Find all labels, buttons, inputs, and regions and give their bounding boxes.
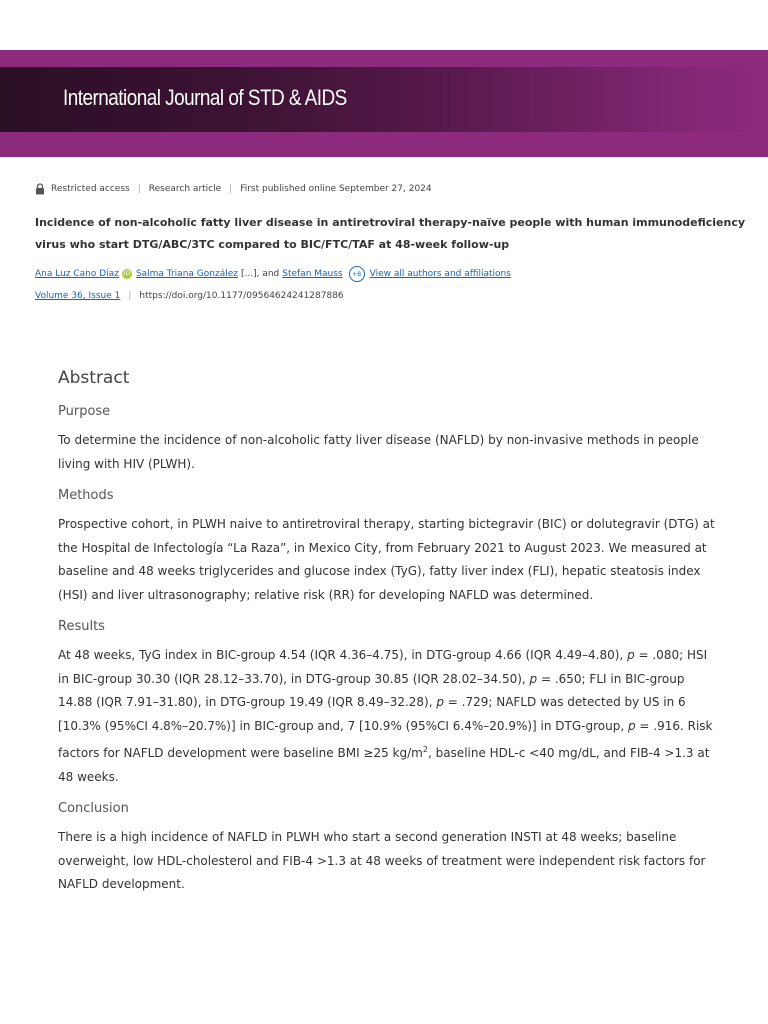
purpose-heading: Purpose — [58, 404, 111, 419]
journal-banner-inner — [0, 67, 768, 132]
p-value-letter: p — [627, 648, 635, 662]
author-link[interactable]: Stefan Mauss — [282, 269, 343, 279]
superscript: 2 — [422, 745, 428, 754]
access-status: Restricted access — [51, 184, 130, 194]
orcid-icon[interactable]: iD — [123, 270, 131, 277]
results-part: = .650; FLI in BIC-group 14.88 (IQR 7.91–31.80), in DTG-group 19.49 (IQR 8.49–32.28), — [58, 671, 685, 709]
authors-ellipsis[interactable]: [...] — [240, 269, 257, 279]
authors-and: , and — [256, 269, 280, 279]
conclusion-heading: Conclusion — [58, 801, 129, 816]
volume-row — [35, 291, 344, 301]
article-title: Incidence of non-alcoholic fatty liver disease in antiretroviral therapy-naïve people with human immunodeficiency virus who start DTG/ABC/3TC compared to BIC/FTC/TAF at 48-week follow-up — [35, 216, 746, 251]
p-value-letter: p — [436, 695, 444, 709]
article-meta — [35, 183, 432, 195]
abstract-section — [58, 368, 718, 909]
methods-heading: Methods — [58, 488, 114, 503]
article-type: Research article — [148, 184, 222, 194]
author-link[interactable]: Ana Luz Cano Díaz — [35, 269, 119, 279]
methods-text: Prospective cohort, in PLWH naive to antiretroviral therapy, starting bictegravir (BIC) or dolutegravir (DTG) at the Hospital de Infectología “La Raza”, in Mexico City, from February 2021 to August 2023. We measured at baseline and 48 weeks triglycerides and glucose index (TyG), fatty liver index (FLI), hepatic steatosis index (HSI) and liver ultrasonography; relative risk (RR) for developing NAFLD was determined. — [58, 517, 715, 602]
journal-title[interactable]: International Journal of STD & AIDS — [63, 85, 347, 110]
results-part: At 48 weeks, TyG index in BIC-group 4.54 (IQR 4.36–4.75), in DTG-group 4.66 (IQR 4.49–4.80), — [58, 648, 628, 662]
results-part: = .080; HSI in BIC-group 30.30 (IQR 28.12–33.70), in DTG-group 30.85 (IQR 28.02–34.50), — [58, 648, 708, 686]
doi-text[interactable]: https://doi.org/10.1177/09564624241287886 — [139, 291, 344, 301]
separator: | — [229, 184, 233, 194]
published-date: First published online September 27, 2024 — [240, 184, 432, 194]
lock-icon — [35, 183, 45, 195]
results-part: , baseline HDL-c <40 mg/dL, and FIB-4 >1.3 at 48 weeks. — [58, 746, 710, 784]
results-part: = .729; NAFLD was detected by US in 6 [10.3% (95%CI 4.8%–20.7%)] in BIC-group and, 7 [10.9% (95%CI 6.4%–20.9%)] in DTG-group, — [58, 695, 686, 733]
separator: | — [137, 184, 141, 194]
conclusion-text: There is a high incidence of NAFLD in PLWH who start a second generation INSTI at 48 weeks; baseline overweight, low HDL-cholesterol and FIB-4 >1.3 at 48 weeks of treatment were independent risk factors for NAFLD development. — [58, 830, 706, 891]
separator: | — [128, 291, 132, 301]
results-heading: Results — [58, 619, 105, 634]
abstract-heading: Abstract — [58, 368, 130, 388]
journal-banner — [0, 50, 768, 157]
p-value-letter: p — [529, 671, 538, 686]
author-link[interactable]: Salma Triana González — [135, 269, 238, 279]
p-value-letter: p — [627, 718, 636, 733]
results-part: = .916. Risk factors for NAFLD development were baseline BMI ≥25 kg/m — [58, 718, 713, 760]
view-all-authors-link[interactable]: View all authors and affiliations — [369, 269, 511, 279]
more-authors-badge[interactable]: +8 — [349, 266, 365, 282]
volume-issue-link[interactable]: Volume 36, Issue 1 — [35, 291, 121, 301]
authors-row — [35, 266, 511, 282]
results-text — [58, 644, 718, 789]
purpose-text: To determine the incidence of non-alcoholic fatty liver disease (NAFLD) by non-invasive methods in people living with HIV (PLWH). — [58, 433, 699, 471]
